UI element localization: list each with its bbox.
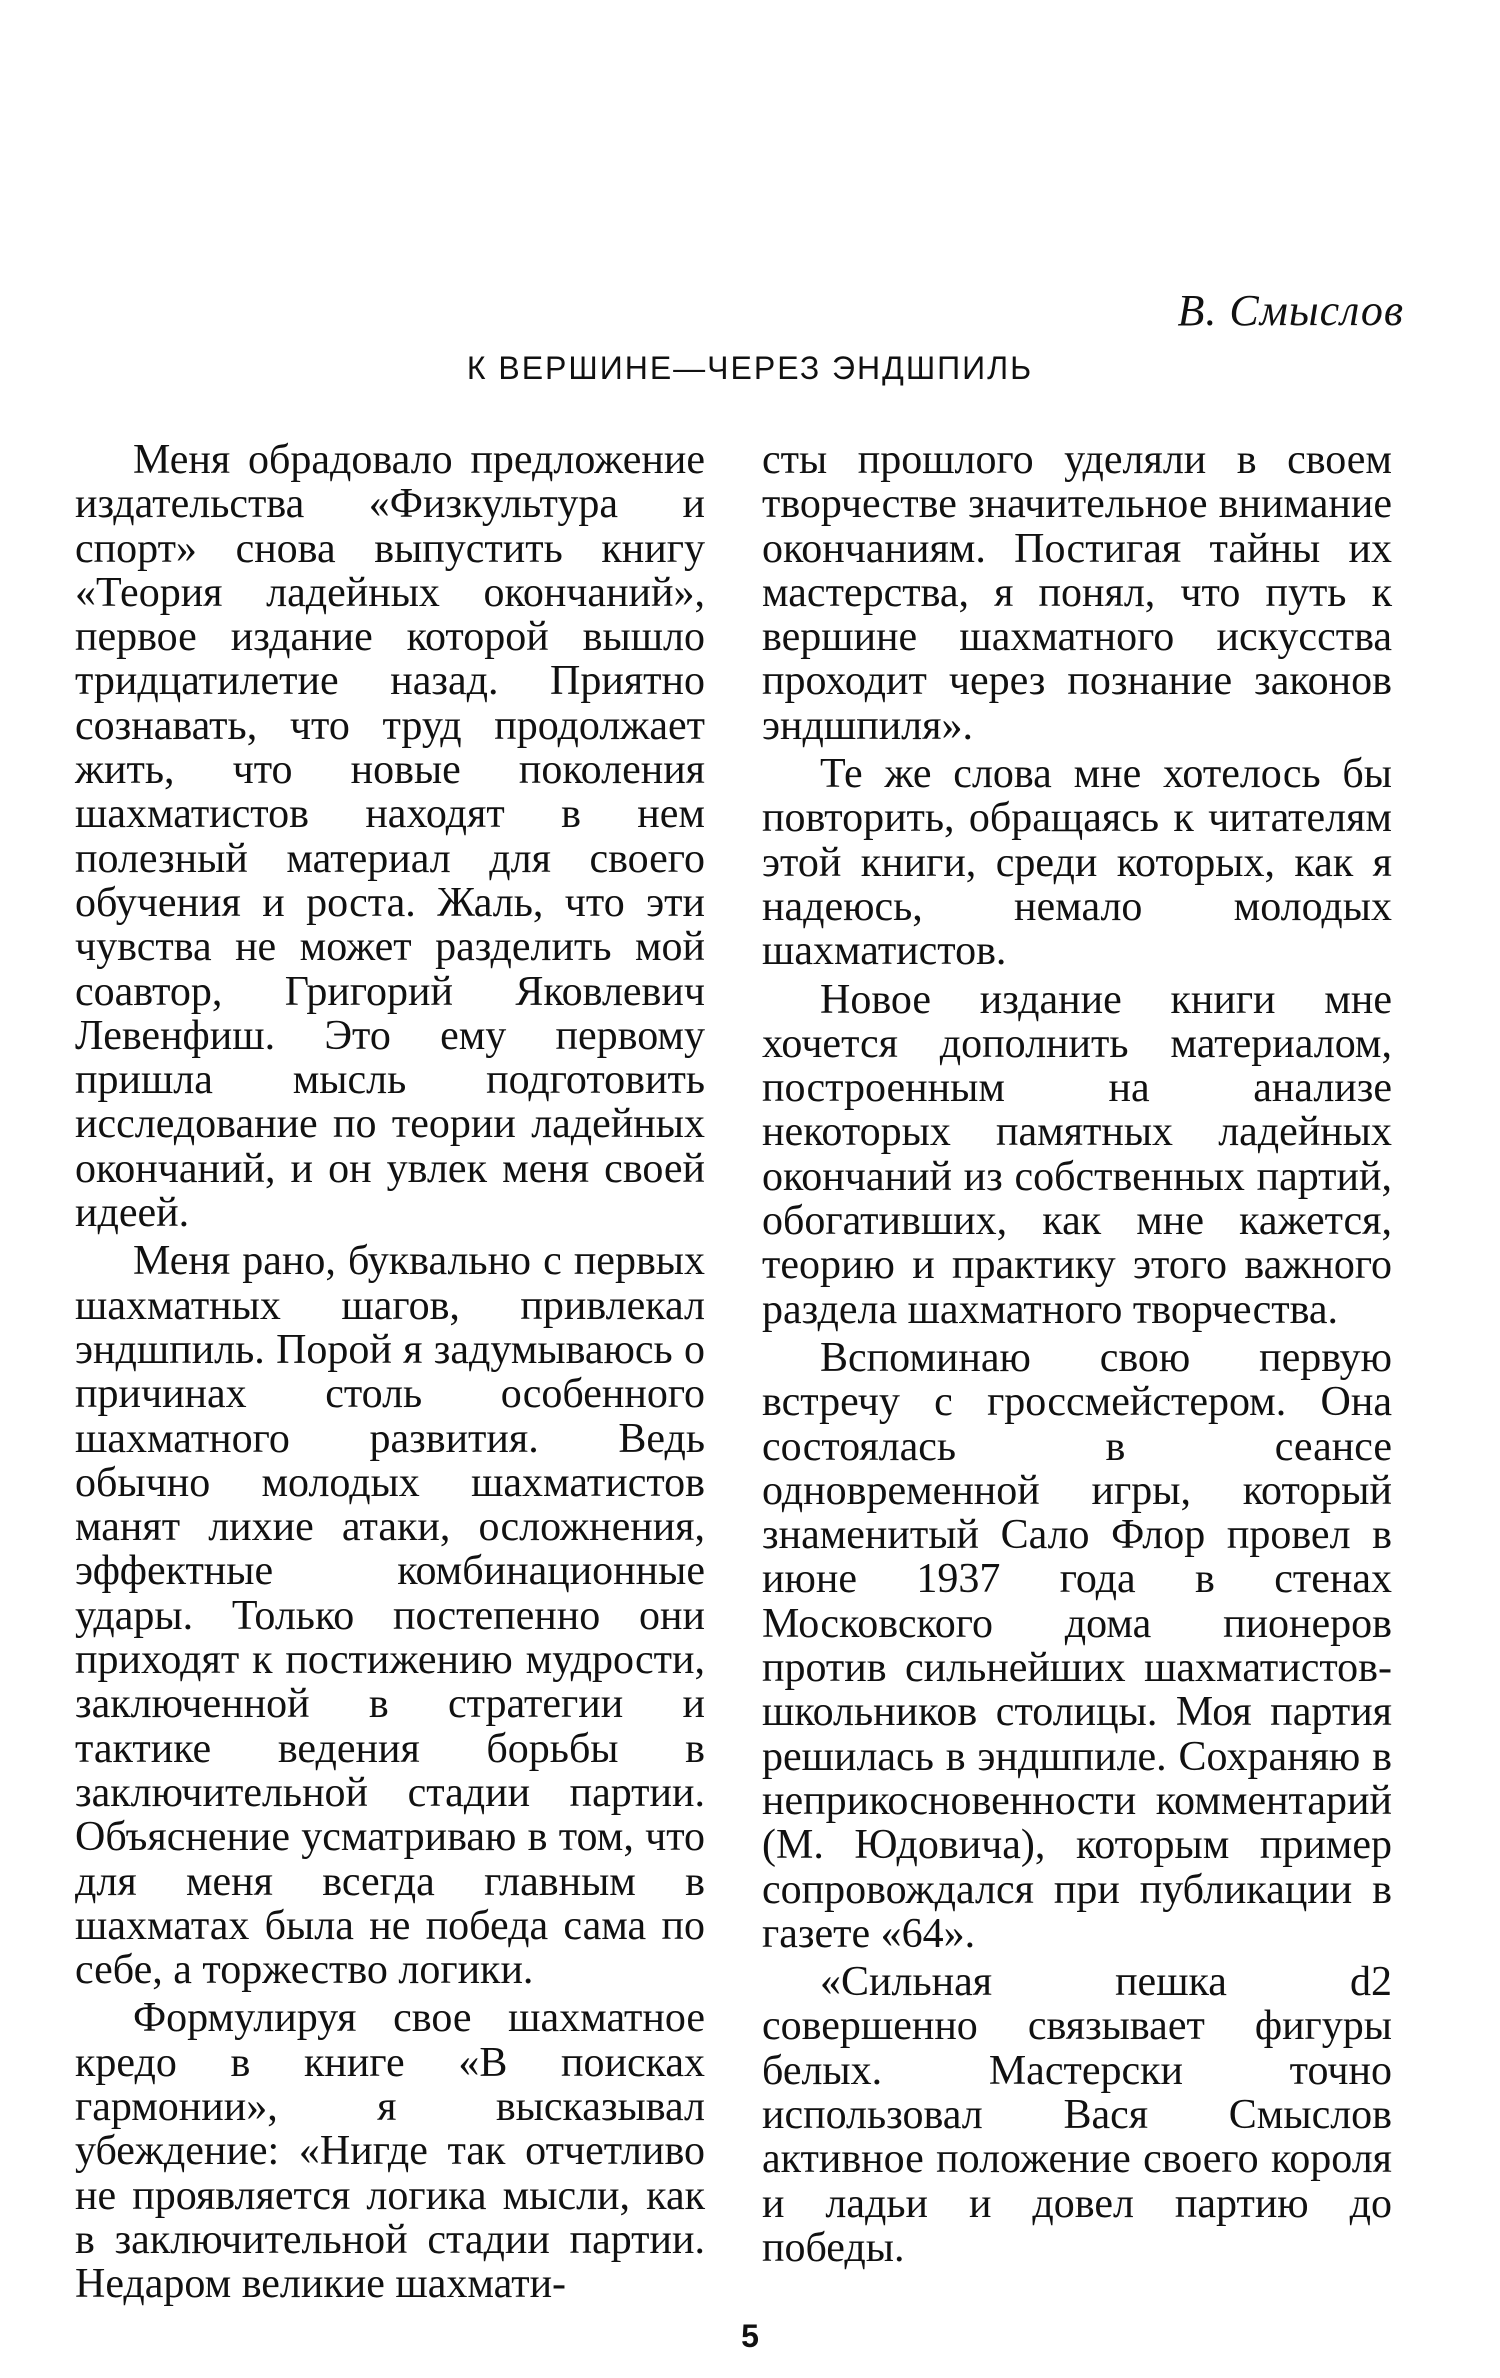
paragraph-continued: сты прошлого уделяли в своем творчестве значительное внимание окончаниям. Постигая тайны их мастерства, я понял, что путь к вершине шахматного искусства проходит через познание законов эндшпиля».: [762, 437, 1392, 749]
left-column: [75, 438, 705, 2310]
paragraph: «Сильная пешка d2 совершенно связывает фигуры белых. Мастерски точно использовал Вася Смыслов активное положение своего короля и ладьи и довел партию до победы.: [762, 1959, 1392, 2271]
paragraph: Формулируя свое шахматное кредо в книге «В поисках гармонии», я высказывал убеждение: «Нигде так отчетливо не проявляется логика мысли, как в заключительной стадии партии. Недаром великие шахмати-: [75, 1995, 705, 2308]
paragraph: Новое издание книги мне хочется дополнить материалом, построенным на анализе некоторых памятных ладейных окончаний из собственных партий, обогативших, как мне кажется, теорию и практику этого важного раздела шахматного творчества.: [762, 976, 1392, 1333]
page-number: 5: [741, 2318, 759, 2354]
chapter-title: К ВЕРШИНЕ—ЧЕРЕЗ ЭНДШПИЛЬ: [466, 350, 1034, 386]
author-name: В. Смыслов: [1177, 286, 1404, 335]
paragraph: Меня обрадовало предложение издательства «Физкультура и спорт» снова выпустить книгу «Теория ладейных окончаний», первое издание которой вышло тридцатилетие назад. Приятно сознавать, что труд продолжает жить, что новые поколения шахматистов находят в нем полезный материал для своего обучения и роста. Жаль, что эти чувства не может разделить мой соавтор, Григорий Яковлевич Левенфиш. Это ему первому пришла мысль подготовить исследование по теории ладейных окончаний, и он увлек меня своей идеей.: [75, 437, 705, 1237]
paragraph: Те же слова мне хотелось бы повторить, обращаясь к читателям этой книги, среди которых, как я надеюсь, немало молодых шахматистов.: [762, 751, 1392, 975]
right-column: [762, 438, 1392, 2274]
paragraph: Вспоминаю свою первую встречу с гроссмейстером. Она состоялась в сеансе одновременной игры, который знаменитый Сало Флор провел в июне 1937 года в стенах Московского дома пионеров против сильнейших шахматистов-школьников столицы. Моя партия решилась в эндшпиле. Сохраняю в неприкосновенности комментарий (М. Юдовича), которым пример сопровождался при публикации в газете «64».: [762, 1334, 1392, 1957]
paragraph: Меня рано, буквально с первых шахматных шагов, привлекал эндшпиль. Порой я задумываюсь о причинах столь особенного шахматного развития. Ведь обычно молодых шахматистов манят лихие атаки, осложнения, эффектные комбинационные удары. Только постепенно они приходят к постижению мудрости, заключенной в стратегии и тактике ведения борьбы в заключительной стадии партии. Объяснение усматриваю в том, что для меня всегда главным в шахматах была не победа сама по себе, а торжество логики.: [75, 1238, 705, 1994]
